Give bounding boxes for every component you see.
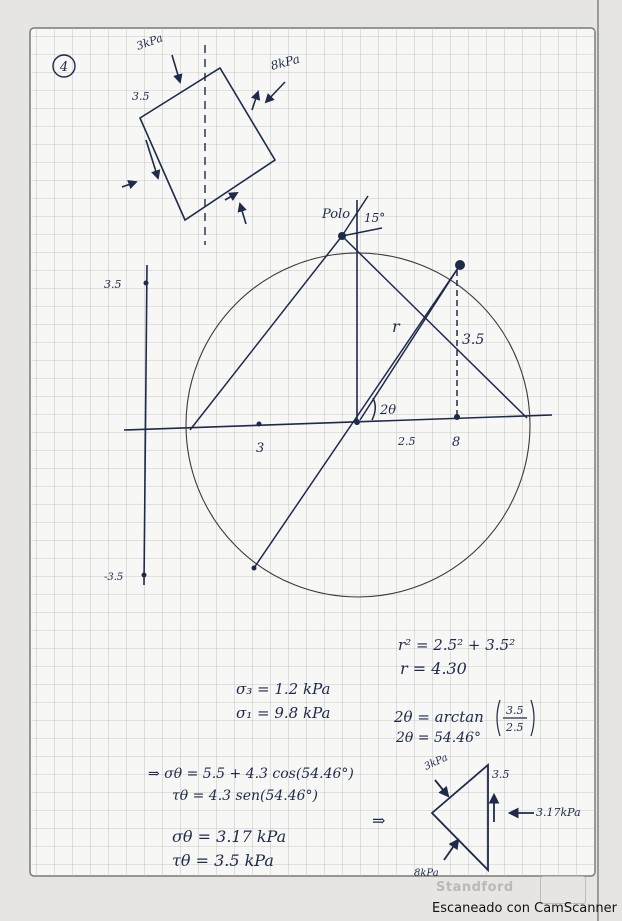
top-stress-value: 3.5 (132, 90, 150, 103)
tau-value-label: 3.5 (462, 332, 485, 348)
tau-axis-top: 3.5 (104, 278, 122, 291)
radius-label: r (392, 317, 400, 336)
angle-formula: 2θ = arctan (394, 708, 484, 726)
sigma-point-label: 8 (452, 435, 461, 450)
wedge-top-label: 3kPa (422, 752, 450, 773)
svg-text:3.5: 3.5 (506, 704, 524, 717)
wedge-bottom-label: 8kPa (414, 868, 439, 879)
right-stress-label: 8kPa (269, 51, 302, 73)
radius-result: r = 4.30 (400, 659, 467, 678)
implies-arrow: ⇒ (372, 811, 386, 830)
top-stress-label: 3kPa (134, 31, 165, 53)
sigma-theta-result: σθ = 3.17 kPa (172, 827, 287, 846)
wedge-right-label: 3.17kPa (536, 806, 581, 819)
tau-axis-bottom: -3.5 (104, 572, 124, 583)
sigma-half-label: 2.5 (398, 435, 416, 448)
sigma1-result: σ₁ = 9.8 kPa (236, 704, 331, 722)
svg-text:2.5: 2.5 (506, 721, 524, 734)
sigma-center-label: 3 (256, 441, 265, 456)
camscanner-watermark: Escaneado con CamScanner (432, 901, 618, 916)
pole-angle-label: 15° (364, 211, 386, 225)
standford-logo: Standford (436, 880, 514, 895)
tau-theta-result: τθ = 3.5 kPa (172, 851, 274, 870)
angle-result: 2θ = 54.46° (396, 730, 482, 746)
svg-text:4: 4 (59, 60, 69, 75)
pole-label: Polo (322, 207, 351, 222)
sigma3-result: σ₃ = 1.2 kPa (236, 680, 331, 698)
radius-formula: r² = 2.5² + 3.5² (398, 636, 516, 654)
footer-box (540, 876, 586, 904)
pole-point (338, 232, 346, 240)
sigma-theta-formula: ⇒ σθ = 5.5 + 4.3 cos(54.46°) (148, 766, 354, 782)
wedge-side-value: 3.5 (492, 768, 510, 781)
tau-theta-formula: τθ = 4.3 sen(54.46°) (172, 788, 319, 804)
two-theta-label: 2θ (380, 403, 397, 418)
